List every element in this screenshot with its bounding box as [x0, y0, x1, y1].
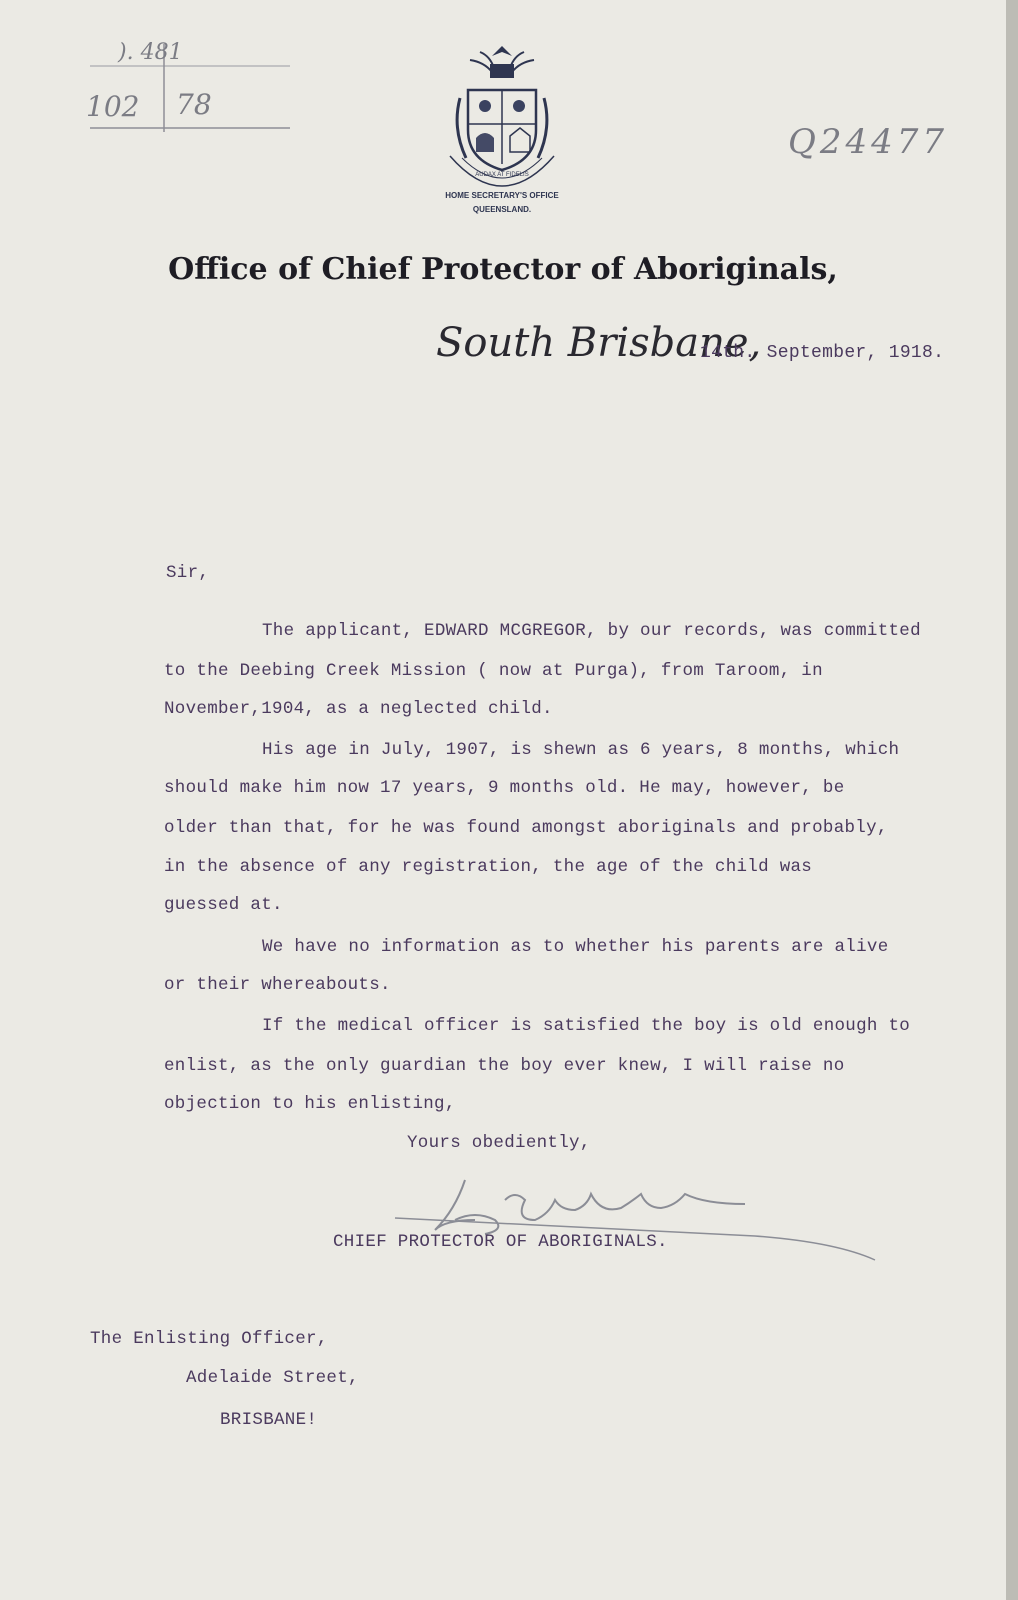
letter-date: 14th. September, 1918.: [700, 343, 945, 363]
body-line-8: guessed at.: [164, 895, 283, 915]
body-line-7: in the absence of any registration, the age of the child was: [164, 857, 813, 877]
letterhead-title: Office of Chief Protector of Aboriginals,: [168, 252, 838, 287]
crest-office-ring: HOME SECRETARY'S OFFICE: [445, 191, 559, 200]
body-line-6: older than that, for he was found amongst aboriginals and probably,: [164, 818, 888, 838]
signatory-title: CHIEF PROTECTOR OF ABORIGINALS.: [333, 1232, 668, 1252]
paper-edge: [1006, 0, 1018, 1600]
body-line-12: enlist, as the only guardian the boy ever knew, I will raise no: [164, 1056, 845, 1076]
body-line-10: or their whereabouts.: [164, 975, 391, 995]
addressee-line-1: The Enlisting Officer,: [90, 1329, 328, 1349]
file-ref-right: 78: [176, 88, 212, 121]
file-top-mark: ). 481: [118, 40, 183, 65]
body-line-5: should make him now 17 years, 9 months old. He may, however, be: [164, 778, 845, 798]
file-ref-left: 102: [86, 90, 140, 123]
body-line-3: November,1904, as a neglected child.: [164, 699, 553, 719]
addressee-line-3: BRISBANE!: [220, 1410, 318, 1430]
body-line-13: objection to his enlisting,: [164, 1094, 456, 1114]
handwritten-signature: [385, 1160, 895, 1280]
body-line-1: The applicant, EDWARD MCGREGOR, by our records, was committed: [262, 621, 921, 641]
closing: Yours obediently,: [407, 1133, 591, 1153]
body-line-4: His age in July, 1907, is shewn as 6 years, 8 months, which: [262, 740, 900, 760]
crest-motto: AUDAX AT FIDELIS: [475, 172, 529, 178]
salutation: Sir,: [166, 563, 210, 583]
addressee-line-2: Adelaide Street,: [186, 1368, 359, 1388]
body-line-11: If the medical officer is satisfied the boy is old enough to: [262, 1016, 911, 1036]
archive-number: Q24477: [788, 122, 949, 162]
queensland-crest-emblem: [440, 38, 564, 218]
body-line-2: to the Deebing Creek Mission ( now at Purga), from Taroom, in: [164, 661, 823, 681]
body-line-9: We have no information as to whether his parents are alive: [262, 937, 889, 957]
letterhead-place: South Brisbane,: [436, 320, 762, 366]
crest-state: QUEENSLAND.: [472, 205, 532, 214]
